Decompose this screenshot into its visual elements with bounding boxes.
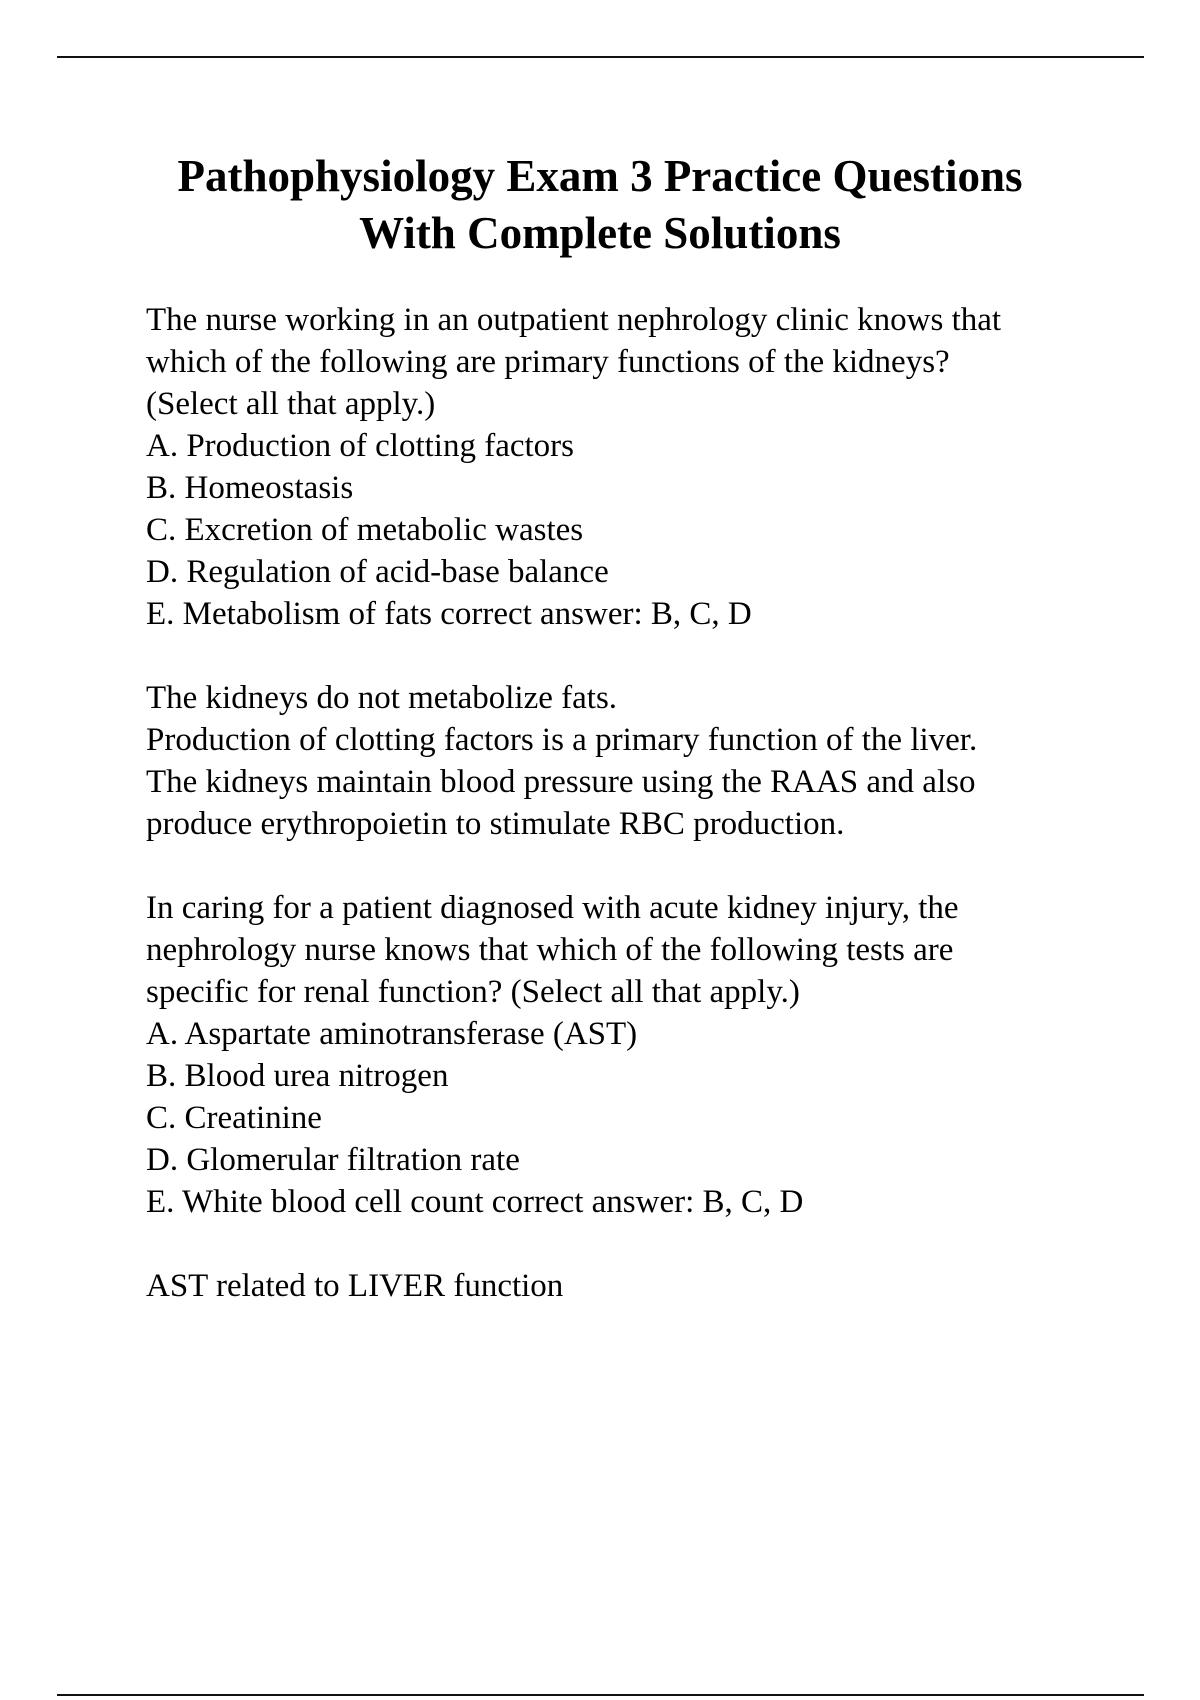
title-line-2: With Complete Solutions <box>359 208 841 258</box>
document-body <box>146 299 1146 1307</box>
rationale-1-line-2: Production of clotting factors is a primary function of the liver. <box>146 722 978 758</box>
question-1-rationale <box>146 677 1146 845</box>
question-1-stem-line-1: The nurse working in an outpatient nephrology clinic knows that <box>146 302 1002 338</box>
document-title <box>100 148 1100 262</box>
question-1 <box>146 299 1146 635</box>
question-2-stem-line-3: specific for renal function? (Select all that apply.) <box>146 974 800 1010</box>
rationale-1-line-1: The kidneys do not metabolize fats. <box>146 680 618 716</box>
question-2 <box>146 887 1146 1223</box>
top-rule <box>57 56 1144 58</box>
paragraph-gap <box>146 1223 1146 1265</box>
question-2-option-b: B. Blood urea nitrogen <box>146 1058 449 1094</box>
question-2-option-d: D. Glomerular filtration rate <box>146 1142 520 1178</box>
question-2-stem-line-1: In caring for a patient diagnosed with acute kidney injury, the <box>146 890 959 926</box>
title-line-1: Pathophysiology Exam 3 Practice Questions <box>177 151 1023 201</box>
rationale-1-line-4: produce erythropoietin to stimulate RBC production. <box>146 806 845 842</box>
question-2-option-e-with-answer: E. White blood cell count correct answer: B, C, D <box>146 1184 804 1220</box>
question-1-stem-line-3: (Select all that apply.) <box>146 386 436 422</box>
paragraph-gap <box>146 845 1146 887</box>
question-2-option-a: A. Aspartate aminotransferase (AST) <box>146 1016 638 1052</box>
rationale-2-line-1: AST related to LIVER function <box>146 1268 564 1304</box>
question-1-option-c: C. Excretion of metabolic wastes <box>146 512 584 548</box>
question-2-stem-line-2: nephrology nurse knows that which of the following tests are <box>146 932 954 968</box>
question-2-rationale <box>146 1265 1146 1307</box>
rationale-1-line-3: The kidneys maintain blood pressure using the RAAS and also <box>146 764 976 800</box>
question-1-option-e-with-answer: E. Metabolism of fats correct answer: B, C, D <box>146 596 752 632</box>
question-1-option-d: D. Regulation of acid-base balance <box>146 554 609 590</box>
paragraph-gap <box>146 635 1146 677</box>
question-2-option-c: C. Creatinine <box>146 1100 322 1136</box>
bottom-rule <box>57 1694 1144 1696</box>
question-1-option-b: B. Homeostasis <box>146 470 354 506</box>
question-1-option-a: A. Production of clotting factors <box>146 428 575 464</box>
question-1-stem-line-2: which of the following are primary functions of the kidneys? <box>146 344 950 380</box>
